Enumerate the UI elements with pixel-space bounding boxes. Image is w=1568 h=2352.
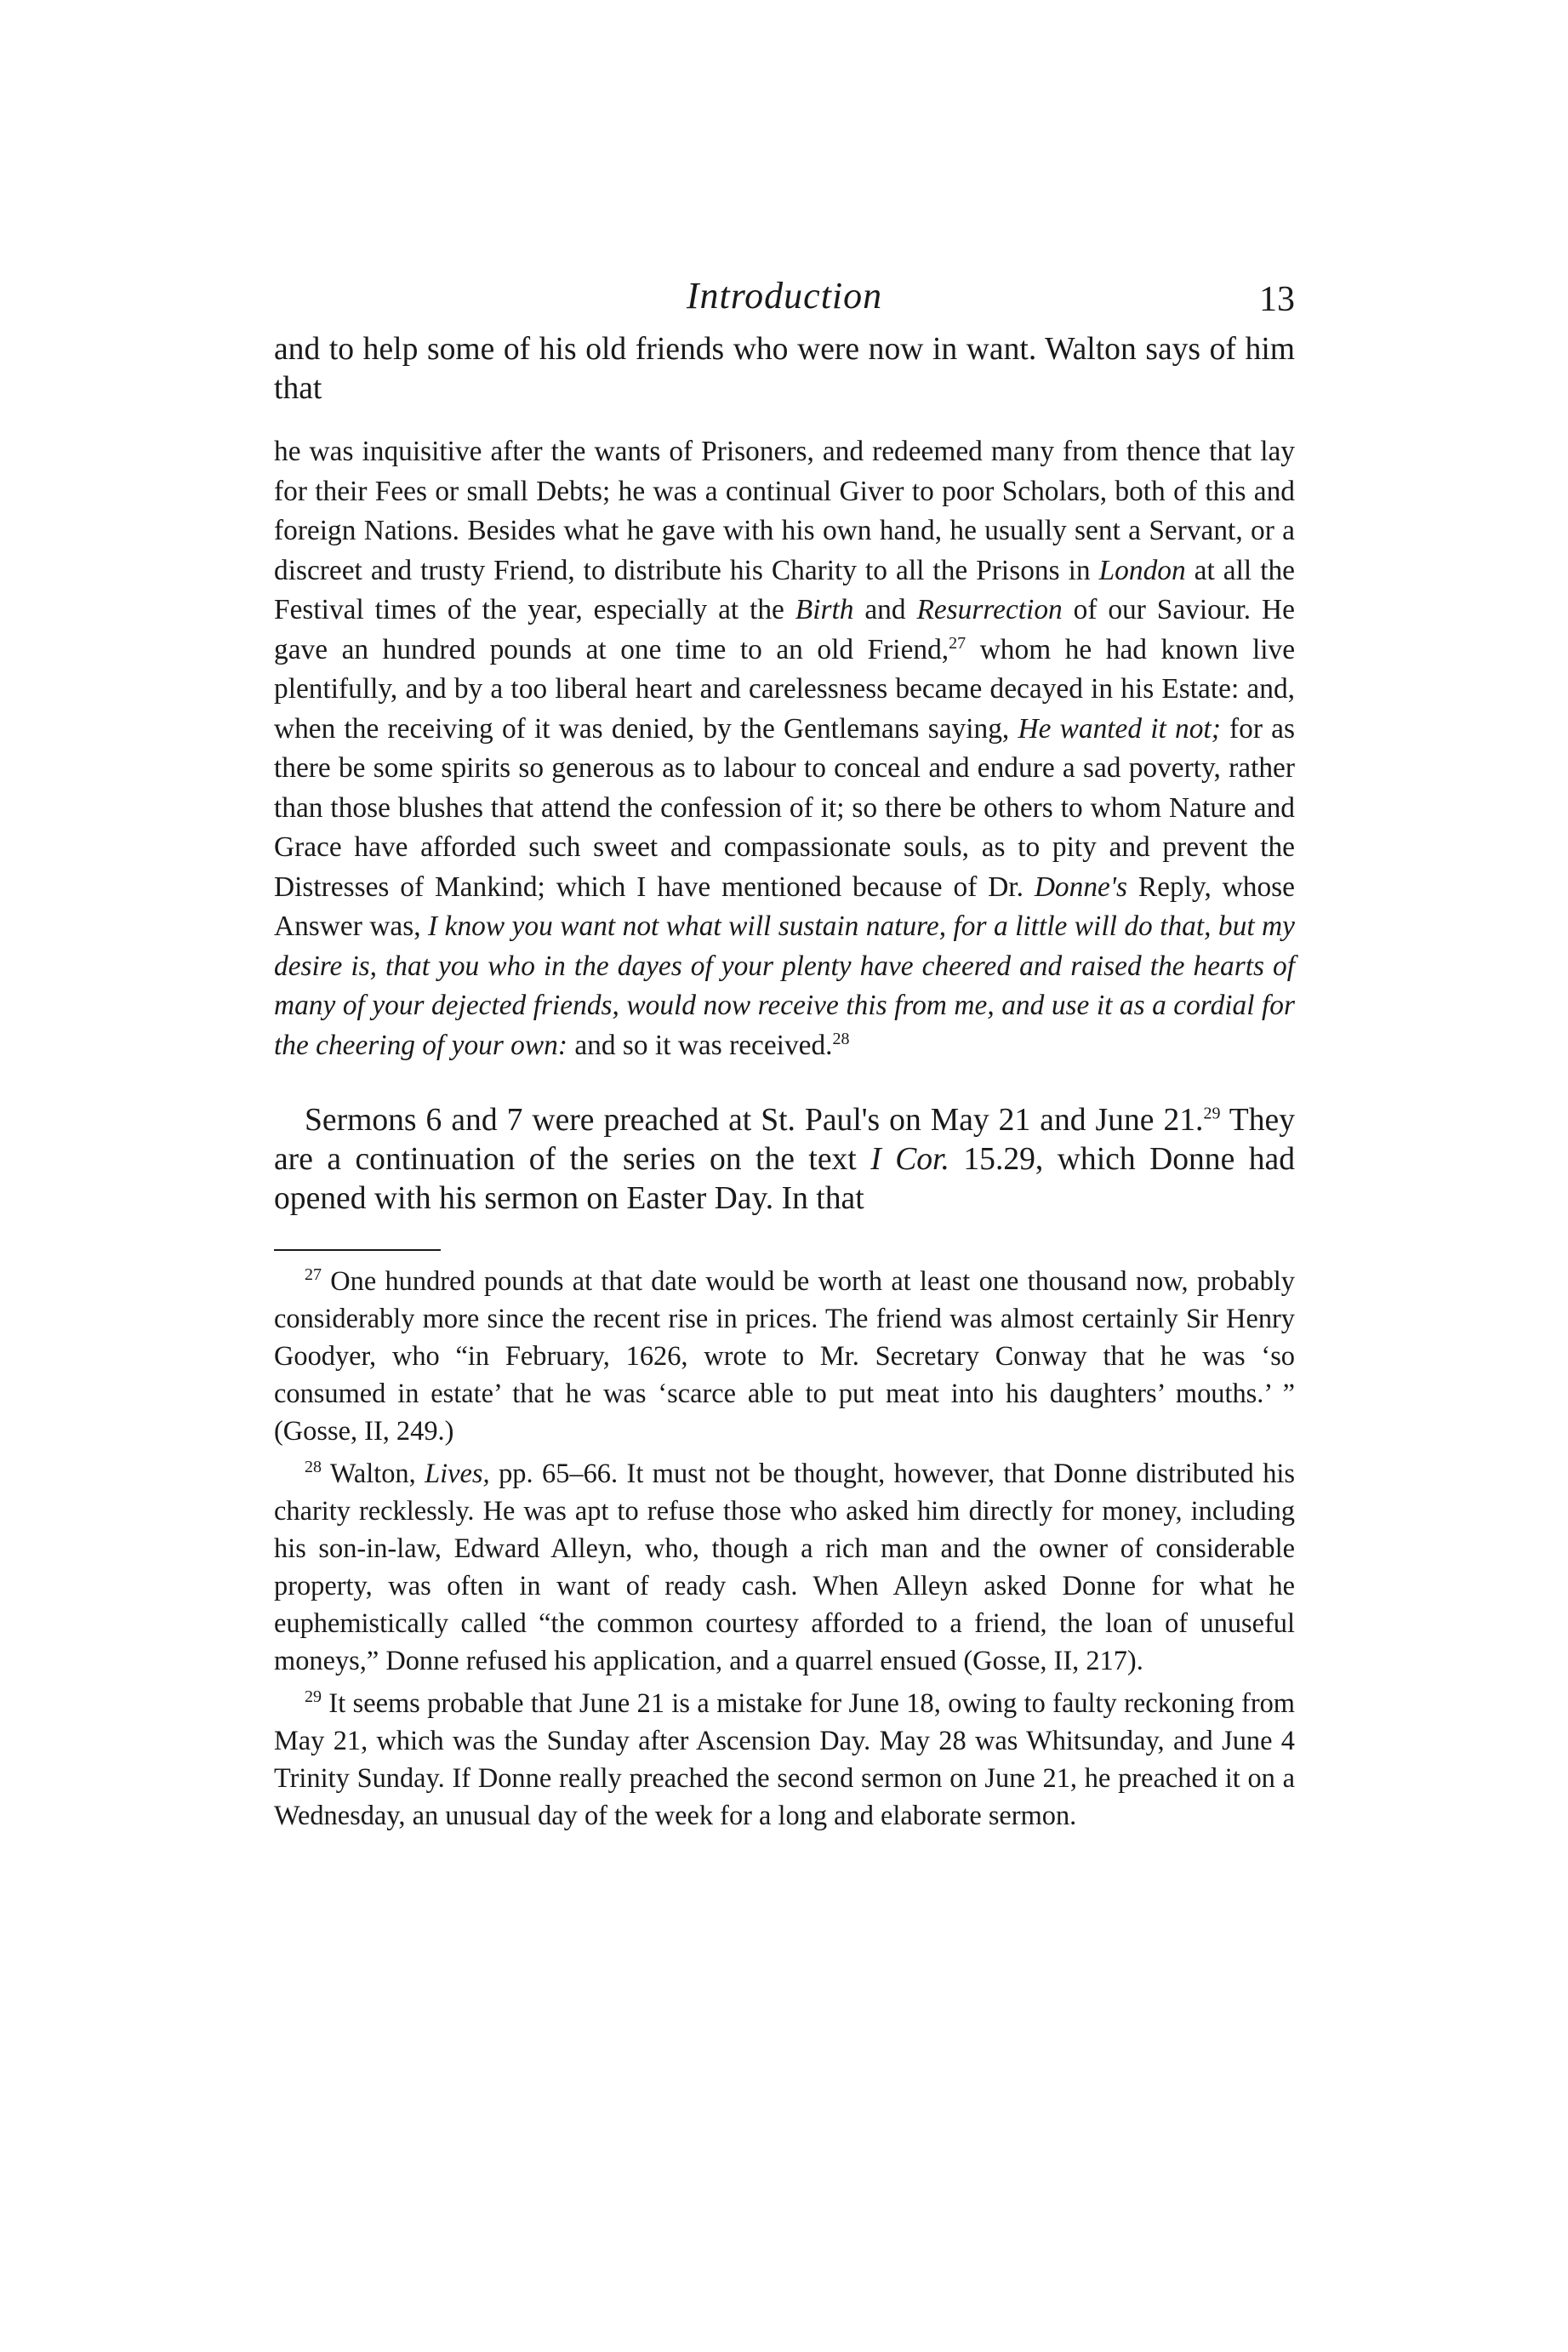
footnote-rule [274, 1249, 441, 1251]
body-text: Sermons 6 and 7 were preached at St. Paul's on May 21 and June 21. [305, 1103, 1204, 1138]
footnote-27 [274, 1263, 1295, 1450]
footnote-marker: 29 [305, 1687, 322, 1707]
quote-italic-london: London [1098, 554, 1186, 586]
italic-text-reference: I Cor. [870, 1142, 949, 1177]
quote-text: he was inquisitive after the wants of Prisoners, and redeemed many from thence that lay for their Fees or small Debts; he was a continual Giver to poor Scholars, both of this and foreign Nations. Besides what he gave with his own hand, he usually sent a Servant, or a discreet and trusty Friend, to distribute his Charity to all the Prisons in [274, 436, 1295, 586]
footnote-text: pp. 65–66. It must not be thought, however, that Donne distributed his charity recklessly. He was apt to refuse those who asked him directly for money, including his son-in-law, Edward Alleyn, who, though a rich man and the owner of considerable property, was often in want of ready cash. When Alleyn asked Donne for what he euphemistically called “the common courtesy afforded to a friend, the loan of unuseful moneys,” Donne refused his application, and a quarrel ensued (Gosse, II, 217). [274, 1459, 1295, 1676]
footnote-reference: 28 [832, 1029, 850, 1048]
book-page [274, 271, 1295, 1835]
intro-paragraph: and to help some of his old friends who were now in want. Walton says of him that [274, 332, 1295, 406]
footnote-28 [274, 1455, 1295, 1680]
quote-text: and [853, 594, 917, 625]
footnote-reference: 27 [949, 633, 966, 653]
footnote-text: Walton, [322, 1459, 425, 1489]
page-number: 13 [1259, 280, 1295, 319]
footnote-italic-lives: Lives, [425, 1459, 490, 1489]
running-title: Introduction [686, 275, 883, 317]
footnote-marker: 27 [305, 1265, 322, 1285]
footnote-reference: 29 [1203, 1104, 1221, 1123]
page-header [274, 271, 1295, 330]
body-text: 15.29, which Donne had opened with his sermon on Easter Day. In that [274, 1142, 1295, 1216]
sermons-paragraph [274, 1101, 1295, 1219]
footnote-text: One hundred pounds at that date would be worth at least one thousand now, probably considerably more since the recent rise in prices. The friend was almost certainly Sir Henry Goodyer, who “in February, 1626, wrote to Mr. Secretary Conway that he was ‘so consumed in estate’ that he was ‘scarce able to put meat into his daughters’ mouths.’ ” (Gosse, II, 249.) [274, 1266, 1295, 1447]
quote-italic-reply: I know you want not what will sustain nature, for a little will do that, but my desire is, that you who in the dayes of your plenty have cheered and raised the hearts of many of your dejected friends, would now receive this from me, and use it as a cordial for the cheering of your own: [274, 911, 1295, 1061]
body-text: They are a continuation of the series on the text [274, 1103, 1295, 1177]
footnote-29 [274, 1685, 1295, 1835]
quote-italic-resurrection: Resurrection [916, 594, 1063, 625]
quote-italic-birth: Birth [795, 594, 854, 625]
quote-italic-wanted: He wanted it not; [1018, 712, 1221, 745]
footnote-marker: 28 [305, 1458, 322, 1477]
quote-text: of our Saviour. He gave an hundred pounds at one time to an old Friend, [274, 594, 1295, 665]
footnote-text: It seems probable that June 21 is a mistake for June 18, owing to faulty reckoning from May 21, which was the Sunday after Ascension Day. May 28 was Whitsunday, and June 4 Trinity Sunday. If Donne really preached the second sermon on June 21, he preached it on a Wednesday, an unusual day of the week for a long and elaborate sermon. [274, 1688, 1295, 1831]
quote-text: at all the Festival times of the year, especially at the [274, 554, 1295, 625]
walton-quotation [274, 432, 1295, 1065]
quote-italic-donnes: Donne's [1034, 871, 1127, 903]
quote-text: whom he had known live plentifully, and by a too liberal heart and carelessness became decayed in his Estate: and, when the receiving of it was denied, by the Gentlemans saying, [274, 633, 1296, 745]
quote-text: and so it was received. [567, 1029, 833, 1061]
quote-text: for as there be some spirits so generous as to labour to conceal and endure a sad poverty, rather than those blushes that attend the confession of it; so there be others to whom Nature and Grace have afforded such sweet and compassionate souls, as to pity and prevent the Distresses of Mankind; which I have mentioned because of Dr. [274, 712, 1295, 903]
quote-text: Reply, whose Answer was, [274, 871, 1295, 942]
